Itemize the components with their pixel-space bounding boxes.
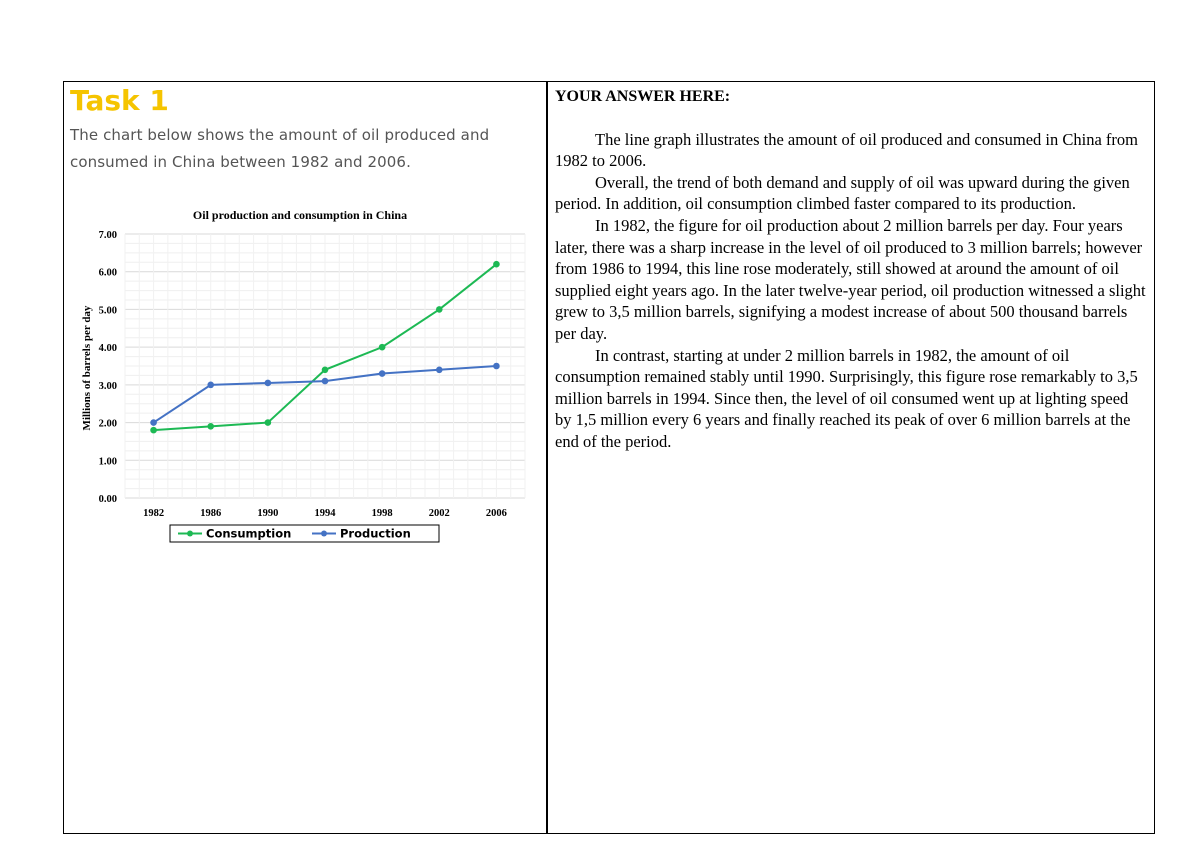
y-tick-label: 4.00	[98, 343, 117, 355]
answer-column	[555, 86, 1147, 453]
x-tick-label: 2002	[428, 508, 450, 519]
y-tick-label: 1.00	[98, 456, 117, 468]
legend-swatch-marker	[321, 531, 327, 537]
answer-paragraph-2[interactable]: Overall, the trend of both demand and supply of oil was upward during the given period. In addition, oil consumption climbed faster compared to its production.	[555, 172, 1130, 214]
data-point-production	[207, 382, 214, 389]
y-tick-label: 6.00	[98, 267, 117, 279]
chart-title: Oil production and consumption in China	[192, 208, 408, 222]
data-point-production	[150, 419, 157, 426]
answer-heading: YOUR ANSWER HERE:	[555, 88, 731, 105]
data-point-consumption	[150, 427, 157, 434]
legend-label: Production	[340, 526, 411, 541]
x-axis	[143, 508, 507, 519]
legend-swatch-marker	[187, 531, 193, 537]
x-tick-label: 1986	[200, 508, 222, 519]
data-point-consumption	[493, 261, 500, 268]
task-column	[70, 84, 540, 176]
y-tick-label: 7.00	[98, 230, 117, 241]
data-point-consumption	[207, 423, 214, 430]
y-tick-label: 0.00	[98, 494, 117, 505]
x-tick-label: 1994	[314, 508, 336, 519]
data-point-consumption	[322, 366, 329, 373]
x-tick-label: 1990	[257, 508, 279, 519]
x-tick-label: 2006	[485, 508, 507, 519]
data-point-production	[436, 366, 443, 373]
y-axis	[99, 230, 117, 505]
data-point-consumption	[265, 419, 272, 426]
task-title: Task 1	[70, 84, 169, 117]
answer-paragraph-1[interactable]: The line graph illustrates the amount of oil produced and consumed in China from 1982 to 2006.	[555, 129, 1138, 171]
data-point-production	[493, 363, 500, 370]
data-point-production	[265, 380, 272, 387]
y-tick-label: 2.00	[98, 418, 117, 430]
y-tick-label: 5.00	[98, 305, 117, 317]
answer-paragraph-4[interactable]: In contrast, starting at under 2 million barrels in 1982, the amount of oil consumption remained stably until 1990. Surprisingly, this figure rose remarkably to 3,5 million barrels in 1994. Since then, the level of oil consumed went up at lighting speed by 1,5 million every 6 years and finally reached its peak of over 6 million barrels at the end of the period.	[555, 345, 1138, 451]
oil-line-chart	[70, 205, 530, 550]
x-tick-label: 1982	[143, 508, 165, 519]
data-point-consumption	[436, 306, 443, 313]
legend-label: Consumption	[206, 526, 292, 541]
column-divider	[546, 81, 548, 834]
data-point-production	[322, 378, 329, 385]
x-tick-label: 1998	[371, 508, 393, 519]
answer-paragraph-3[interactable]: In 1982, the figure for oil production about 2 million barrels per day. Four years later, there was a sharp increase in the level of oil produced to 3 million barrels; however from 1986 to 1994, this line rose moderately, still showed at around the amount of oil supplied eight years ago. In the later twelve-year period, oil production witnessed a slight grew to 3,5 million barrels, signifying a modest increase of about 500 thousand barrels per day.	[555, 215, 1146, 343]
data-point-production	[379, 370, 386, 377]
y-axis-label: Millions of barrels per day	[81, 305, 93, 431]
data-point-consumption	[379, 344, 386, 351]
chart-legend	[170, 525, 439, 542]
y-tick-label: 3.00	[98, 380, 117, 392]
task-description: The chart below shows the amount of oil produced and consumed in China between 1982 and 2006.	[70, 126, 490, 171]
chart-gridlines	[125, 234, 525, 498]
